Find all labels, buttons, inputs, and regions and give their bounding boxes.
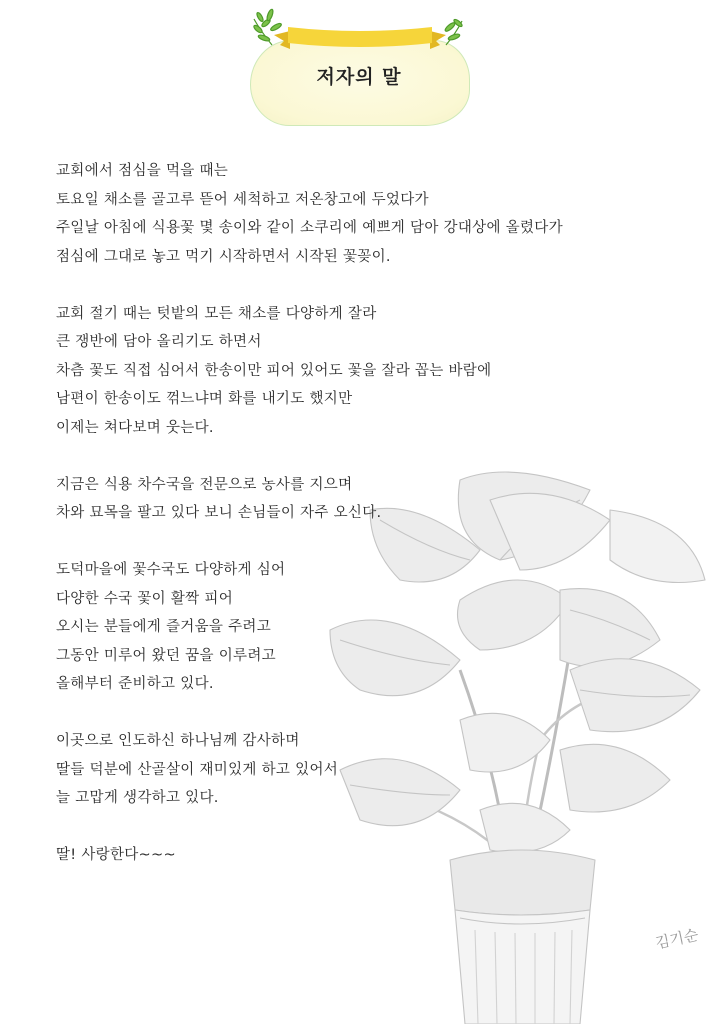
text-line: 큰 쟁반에 담아 올리기도 하면서 — [56, 334, 262, 350]
text-line: 차츰 꽃도 직접 심어서 한송이만 피어 있어도 꽃을 잘라 꼽는 바람에 — [56, 362, 492, 379]
text-line: 그동안 미루어 왔던 꿈을 이루려고 — [56, 647, 276, 664]
page-title: 저자의 말 — [316, 66, 402, 88]
paragraph — [56, 556, 656, 699]
signature: 김기순 — [653, 925, 700, 953]
paragraph-spacer — [56, 442, 656, 471]
text-line: 딸! 사랑한다~~~ — [56, 847, 176, 863]
paragraph — [56, 157, 656, 271]
text-line: 이곳으로 인도하신 하나님께 감사하며 — [56, 733, 300, 749]
paragraph — [56, 300, 656, 443]
text-line: 오시는 분들에게 즐거움을 주려고 — [56, 619, 272, 635]
text-line: 차와 묘목을 팔고 있다 보니 손님들이 자주 오신다. — [56, 505, 382, 521]
paragraph — [56, 841, 656, 870]
text-line: 교회 절기 때는 텃밭의 모든 채소를 다양하게 잘라 — [56, 305, 377, 322]
preface-body — [56, 157, 656, 870]
paragraph-spacer — [56, 699, 656, 728]
paragraph-spacer — [56, 271, 656, 300]
text-line: 점심에 그대로 놓고 먹기 시작하면서 시작된 꽃꽂이. — [56, 248, 391, 265]
text-line: 늘 고맙게 생각하고 있다. — [56, 790, 219, 806]
text-line: 올해부터 준비하고 있다. — [56, 676, 214, 692]
paragraph-spacer — [56, 813, 656, 842]
text-line: 다양한 수국 꽃이 활짝 피어 — [56, 590, 234, 607]
paragraph — [56, 471, 656, 528]
text-line: 토요일 채소를 골고루 뜯어 세척하고 저온창고에 두었다가 — [56, 191, 429, 208]
text-line: 지금은 식용 차수국을 전문으로 농사를 지으며 — [56, 476, 353, 493]
paragraph-spacer — [56, 528, 656, 557]
text-line: 주일날 아침에 식용꽃 몇 송이와 같이 소쿠리에 예쁘게 담아 강대상에 올렸다가 — [56, 220, 563, 236]
text-line: 교회에서 점심을 먹을 때는 — [56, 163, 229, 179]
text-line: 딸들 덕분에 산골살이 재미있게 하고 있어서 — [56, 761, 339, 778]
text-line: 도덕마을에 꽃수국도 다양하게 심어 — [56, 562, 286, 578]
paragraph — [56, 727, 656, 813]
text-line: 남편이 한송이도 꺾느냐며 화를 내기도 했지만 — [56, 391, 353, 407]
ribbon-leaves-decoration — [250, 5, 470, 55]
text-line: 이제는 쳐다보며 웃는다. — [56, 419, 214, 436]
